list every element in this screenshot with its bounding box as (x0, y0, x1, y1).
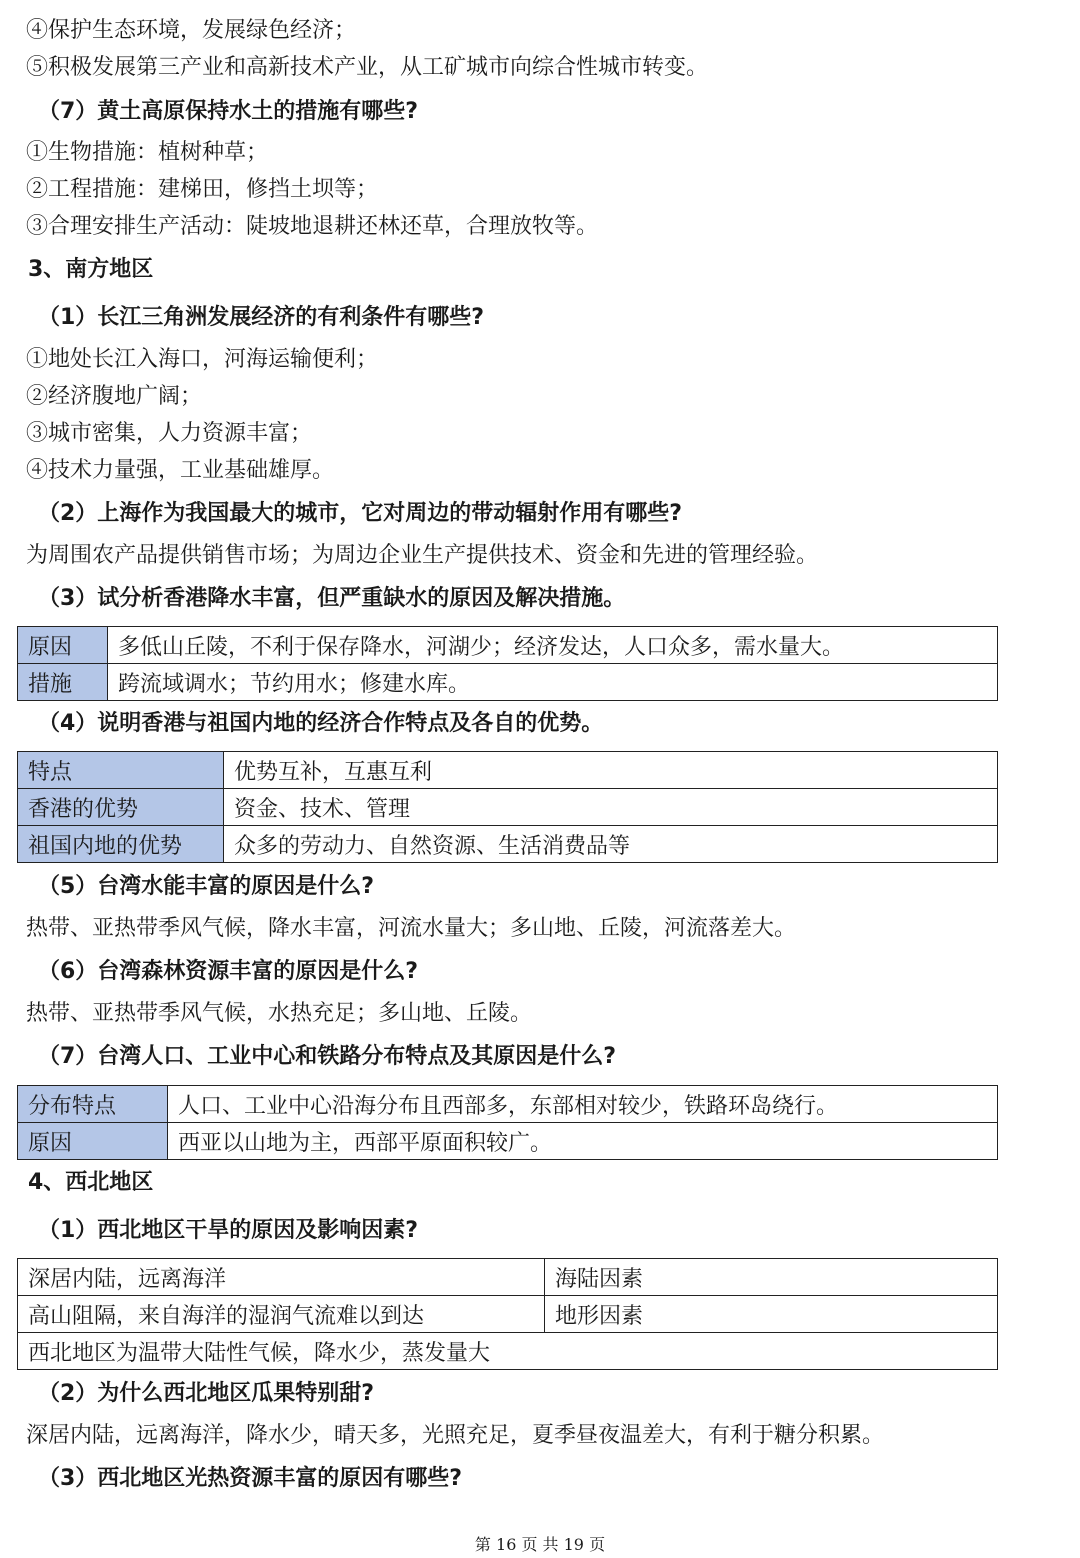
table-row (18, 1123, 998, 1160)
table-cell: 资金、技术、管理 (224, 789, 998, 826)
table-row (18, 752, 998, 789)
text-line: ③合理安排生产活动：陡坡地退耕还林还草，合理放牧等。 (26, 214, 599, 239)
table-header-cell: 原因 (18, 627, 108, 664)
hk-water-table (17, 626, 998, 701)
question-heading: （7）台湾人口、工业中心和铁路分布特点及其原因是什么? (38, 1044, 617, 1069)
text-line: ①生物措施：植树种草； (26, 140, 269, 165)
section-heading: 3、南方地区 (28, 257, 154, 282)
table-cell: 多低山丘陵，不利于保存降水，河湖少；经济发达，人口众多，需水量大。 (108, 627, 998, 664)
question-heading: （2）上海作为我国最大的城市，它对周边的带动辐射作用有哪些? (38, 501, 683, 526)
text-line: 深居内陆，远离海洋，降水少，晴天多，光照充足，夏季昼夜温差大，有利于糖分积累。 (26, 1423, 885, 1448)
table-cell: 人口、工业中心沿海分布且西部多，东部相对较少，铁路环岛绕行。 (168, 1086, 998, 1123)
table-cell: 跨流域调水；节约用水；修建水库。 (108, 664, 998, 701)
question-heading: （6）台湾森林资源丰富的原因是什么? (38, 959, 419, 984)
table-row (18, 664, 998, 701)
text-line: 热带、亚热带季风气候，水热充足；多山地、丘陵。 (26, 1001, 533, 1026)
text-line: ④保护生态环境，发展绿色经济； (26, 18, 357, 43)
northwest-drought-table (17, 1258, 998, 1370)
text-line: ②经济腹地广阔； (26, 384, 203, 409)
table-cell: 海陆因素 (545, 1259, 998, 1296)
question-heading: （1）长江三角洲发展经济的有利条件有哪些? (38, 305, 485, 330)
table-header-cell: 措施 (18, 664, 108, 701)
question-heading: （2）为什么西北地区瓜果特别甜? (38, 1381, 375, 1406)
table-row (18, 826, 998, 863)
table-header-cell: 祖国内地的优势 (18, 826, 224, 863)
question-heading: （3）试分析香港降水丰富，但严重缺水的原因及解决措施。 (38, 586, 626, 611)
table-header-cell: 原因 (18, 1123, 168, 1160)
question-heading: （1）西北地区干旱的原因及影响因素? (38, 1218, 419, 1243)
text-line: 热带、亚热带季风气候，降水丰富，河流水量大；多山地、丘陵，河流落差大。 (26, 916, 797, 941)
table-row (18, 1333, 998, 1370)
text-line: ③城市密集，人力资源丰富； (26, 421, 313, 446)
text-line: ⑤积极发展第三产业和高新技术产业，从工矿城市向综合性城市转变。 (26, 55, 709, 80)
table-cell: 西北地区为温带大陆性气候，降水少，蒸发量大 (18, 1333, 998, 1370)
text-line: ④技术力量强，工业基础雄厚。 (26, 458, 335, 483)
table-row (18, 1259, 998, 1296)
table-cell: 地形因素 (545, 1296, 998, 1333)
table-row (18, 627, 998, 664)
table-header-cell: 特点 (18, 752, 224, 789)
question-heading: （7）黄土高原保持水土的措施有哪些? (38, 99, 419, 124)
table-row (18, 789, 998, 826)
table-cell: 西亚以山地为主，西部平原面积较广。 (168, 1123, 998, 1160)
question-heading: （5）台湾水能丰富的原因是什么? (38, 874, 375, 899)
table-header-cell: 香港的优势 (18, 789, 224, 826)
section-heading: 4、西北地区 (28, 1170, 154, 1195)
text-line: ②工程措施：建梯田，修挡土坝等； (26, 177, 379, 202)
question-heading: （3）西北地区光热资源丰富的原因有哪些? (38, 1466, 463, 1491)
table-cell: 高山阻隔，来自海洋的湿润气流难以到达 (18, 1296, 545, 1333)
question-heading: （4）说明香港与祖国内地的经济合作特点及各自的优势。 (38, 711, 604, 736)
table-row (18, 1296, 998, 1333)
text-line: 为周围农产品提供销售市场；为周边企业生产提供技术、资金和先进的管理经验。 (26, 543, 819, 568)
table-cell: 优势互补，互惠互利 (224, 752, 998, 789)
text-line: ①地处长江入海口，河海运输便利； (26, 347, 379, 372)
table-row (18, 1086, 998, 1123)
table-header-cell: 分布特点 (18, 1086, 168, 1123)
table-cell: 深居内陆，远离海洋 (18, 1259, 545, 1296)
table-cell: 众多的劳动力、自然资源、生活消费品等 (224, 826, 998, 863)
hk-cooperation-table (17, 751, 998, 863)
taiwan-distribution-table (17, 1085, 998, 1160)
page-footer: 第 16 页 共 19 页 (474, 1535, 606, 1554)
